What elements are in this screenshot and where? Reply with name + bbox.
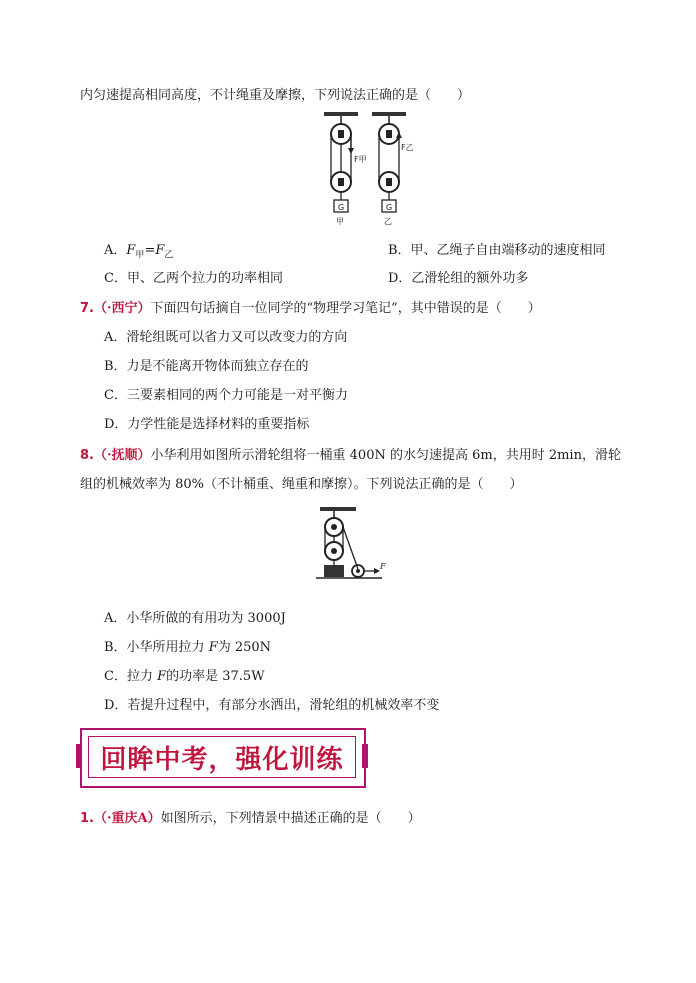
q6-option-d: D．乙滑轮组的额外功多 [388,271,529,286]
q8-pulley-figure [312,505,388,581]
label-f: F [380,562,386,571]
q7-option-c: C．三要素相同的两个力可能是一对平衡力 [104,388,348,403]
q6-stem-continuation: 内匀速提高相同高度，不计绳重及摩擦，下列说法正确的是（ ） [80,88,471,103]
banner-tab-left [76,744,82,768]
q8-stem-line1: 8.（·抚顺）小华利用如图所示滑轮组将一桶重 400N 的水匀速提高 6m，共用时 2min，滑轮 [80,448,621,463]
ceiling-right [372,112,406,116]
banner-inner-frame [88,736,356,778]
label-f-yi: F乙 [401,143,414,152]
q6-option-a: A．$F_甲=F_乙$ [104,243,174,261]
q1-stem: 1.（·重庆A）如图所示，下列情景中描述正确的是（ ） [80,811,421,826]
q7-stem: 7.（·西宁）下面四句话摘自一位同学的“物理学习笔记”，其中错误的是（ ） [80,301,541,316]
label-g-right: G [386,203,393,212]
q7-option-a: A．滑轮组既可以省力又可以改变力的方向 [104,330,348,345]
banner-title: 回眸中考，强化训练 [100,744,344,775]
banner-tab-right [362,744,368,768]
q6-pulley-figure [314,110,414,228]
q8-option-d: D．若提升过程中，有部分水洒出，滑轮组的机械效率不变 [104,698,440,713]
q8-stem-line2: 组的机械效率为 80%（不计桶重、绳重和摩擦）。下列说法正确的是（ ） [80,477,523,492]
label-jia: 甲 [336,217,344,226]
q8-option-b: B．小华所用拉力 F为 250N [104,640,272,655]
q7-option-d: D．力学性能是选择材料的重要指标 [104,417,310,432]
ceiling-left [324,112,358,116]
label-f-jia: F甲 [354,155,367,164]
q6-option-c: C．甲、乙两个拉力的功率相同 [104,271,283,286]
q8-option-c: C．拉力 F的功率是 37.5W [104,669,265,684]
q6-option-b: B．甲、乙绳子自由端移动的速度相同 [388,243,606,258]
label-g-left: G [338,203,345,212]
banner-frame [80,728,366,788]
section-banner [80,728,366,788]
q7-option-b: B．力是不能离开物体而独立存在的 [104,359,309,374]
q8-option-a: A．小华所做的有用功为 3000J [104,611,286,626]
label-yi: 乙 [384,217,392,226]
